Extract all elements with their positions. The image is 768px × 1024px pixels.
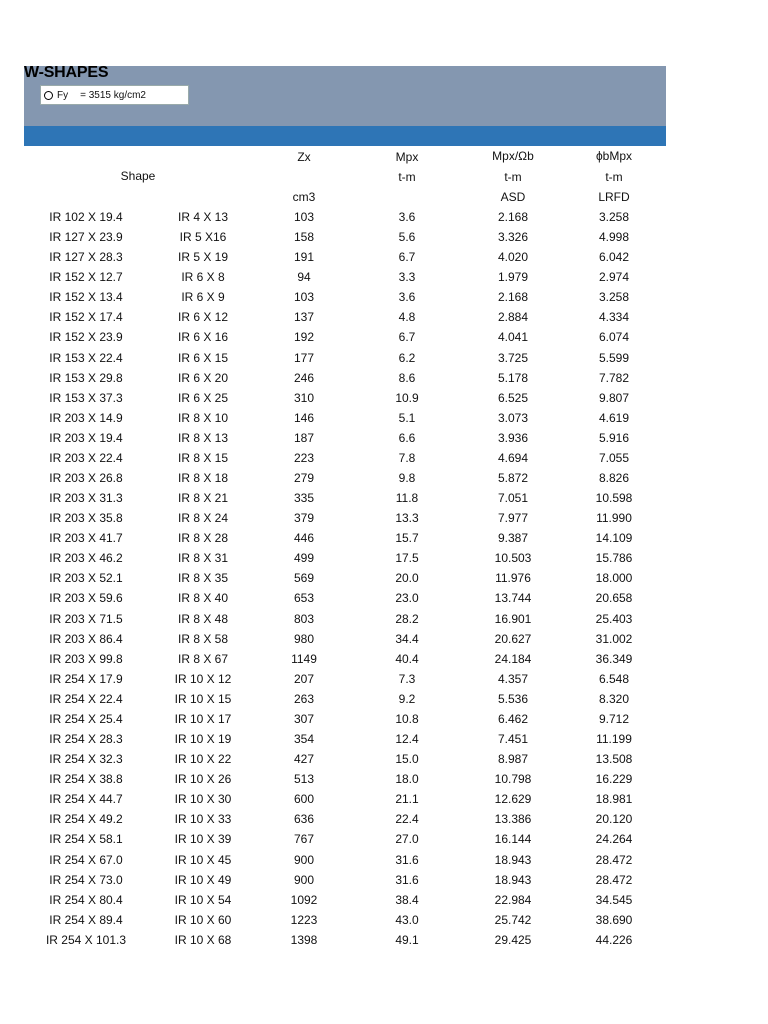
imperial-shape: IR 5 X16 (179, 230, 227, 245)
asd-value: 22.984 (494, 892, 532, 907)
metric-shape: IR 254 X 58.1 (49, 832, 123, 847)
zx-value: 1223 (290, 912, 318, 927)
metric-shape: IR 152 X 13.4 (49, 290, 123, 305)
lrfd-value: 31.002 (595, 631, 633, 646)
metric-shape: IR 203 X 19.4 (49, 430, 123, 445)
metric-shape: IR 254 X 49.2 (49, 812, 123, 827)
mpx-value: 9.2 (398, 691, 416, 706)
imperial-shape: IR 10 X 22 (174, 752, 232, 767)
asd-value: 1.979 (497, 270, 529, 285)
zx-value: 146 (293, 410, 315, 425)
metric-shape: IR 127 X 28.3 (49, 250, 123, 265)
zx-value: 1398 (290, 932, 318, 947)
lrfd-value: 9.807 (598, 390, 630, 405)
metric-shape: IR 102 X 19.4 (49, 210, 123, 224)
table-row (24, 528, 666, 548)
metric-shape: IR 203 X 52.1 (49, 571, 123, 586)
mpx-value: 10.8 (395, 711, 419, 726)
asd-value: 4.694 (497, 450, 529, 465)
fy-label: Fy (57, 89, 69, 101)
lrfd-value: 14.109 (595, 531, 633, 546)
table-row (24, 629, 666, 649)
zx-value: 158 (293, 230, 315, 245)
header-lrfd-label: LRFD (598, 190, 630, 204)
imperial-shape: IR 8 X 31 (177, 551, 229, 566)
metric-shape: IR 203 X 46.2 (49, 551, 123, 566)
metric-shape: IR 203 X 31.3 (49, 491, 123, 506)
imperial-shape: IR 10 X 33 (174, 812, 232, 827)
asd-value: 13.744 (494, 591, 532, 606)
table-row (24, 729, 666, 749)
asd-value: 3.936 (497, 430, 529, 445)
zx-value: 900 (293, 852, 315, 867)
asd-value: 24.184 (494, 651, 532, 666)
table-row (24, 789, 666, 809)
mpx-value: 20.0 (395, 571, 419, 586)
table-row (24, 468, 666, 488)
table-row (24, 749, 666, 769)
metric-shape: IR 203 X 14.9 (49, 410, 123, 425)
lrfd-value: 7.055 (598, 450, 630, 465)
asd-value: 16.901 (494, 611, 532, 626)
imperial-shape: IR 4 X 13 (177, 210, 229, 224)
zx-value: 653 (293, 591, 315, 606)
zx-value: 246 (293, 370, 315, 385)
mpx-value: 49.1 (395, 932, 419, 947)
table-row (24, 207, 666, 227)
lrfd-value: 11.199 (596, 732, 632, 747)
table-row (24, 930, 666, 950)
lrfd-value: 5.916 (598, 430, 630, 445)
lrfd-value: 9.712 (598, 711, 630, 726)
header-asd-unit: t-m (504, 170, 522, 184)
lrfd-value: 20.658 (595, 591, 633, 606)
zx-value: 980 (293, 631, 315, 646)
asd-value: 5.178 (497, 370, 529, 385)
zx-value: 263 (293, 691, 315, 706)
imperial-shape: IR 10 X 68 (174, 932, 232, 947)
mpx-value: 43.0 (395, 912, 419, 927)
zx-value: 335 (293, 491, 315, 506)
mpx-value: 15.0 (395, 752, 419, 767)
table-row (24, 227, 666, 247)
metric-shape: IR 203 X 41.7 (49, 531, 123, 546)
imperial-shape: IR 6 X 12 (177, 310, 229, 325)
mpx-value: 6.6 (398, 430, 416, 445)
zx-value: 499 (293, 551, 315, 566)
imperial-shape: IR 8 X 13 (177, 430, 229, 445)
metric-shape: IR 127 X 23.9 (49, 230, 123, 245)
metric-shape: IR 254 X 38.8 (49, 772, 123, 787)
lrfd-value: 38.690 (595, 912, 633, 927)
lrfd-value: 24.264 (595, 832, 633, 847)
asd-value: 3.326 (497, 230, 529, 245)
imperial-shape: IR 6 X 8 (181, 270, 225, 285)
metric-shape: IR 152 X 12.7 (49, 270, 123, 285)
metric-shape: IR 153 X 29.8 (49, 370, 123, 385)
zx-value: 192 (293, 330, 315, 345)
header-mpx: Mpx (395, 150, 419, 164)
metric-shape: IR 254 X 22.4 (49, 691, 123, 706)
asd-value: 12.629 (494, 792, 532, 807)
mpx-value: 13.3 (395, 511, 419, 526)
table-row (24, 709, 666, 729)
header-mpx-unit: t-m (398, 170, 416, 184)
asd-value: 13.386 (494, 812, 532, 827)
table-row (24, 870, 666, 890)
mpx-value: 27.0 (395, 832, 419, 847)
header-lrfd: ϕbMpx (595, 149, 633, 163)
asd-value: 25.742 (494, 912, 532, 927)
zx-value: 379 (293, 511, 315, 526)
table-row (24, 588, 666, 608)
lrfd-value: 5.599 (598, 350, 630, 365)
table-row (24, 327, 666, 347)
asd-value: 9.387 (497, 531, 529, 546)
imperial-shape: IR 5 X 19 (177, 250, 229, 265)
mpx-value: 23.0 (395, 591, 419, 606)
mpx-value: 40.4 (395, 651, 419, 666)
imperial-shape: IR 8 X 21 (177, 491, 229, 506)
table-row (24, 850, 666, 870)
header-zx-unit: cm3 (292, 190, 316, 204)
zx-value: 569 (293, 571, 315, 586)
imperial-shape: IR 8 X 28 (177, 531, 229, 546)
mpx-value: 9.8 (398, 471, 416, 486)
lrfd-value: 3.258 (598, 210, 630, 224)
zx-value: 207 (293, 671, 315, 686)
table-row (24, 287, 666, 307)
mpx-value: 12.4 (395, 732, 419, 747)
asd-value: 7.051 (497, 491, 529, 506)
asd-value: 16.144 (494, 832, 532, 847)
metric-shape: IR 254 X 73.0 (49, 872, 123, 887)
zx-value: 223 (293, 450, 315, 465)
zx-value: 187 (293, 430, 315, 445)
asd-value: 2.884 (497, 310, 529, 325)
metric-shape: IR 152 X 23.9 (49, 330, 123, 345)
asd-value: 3.725 (497, 350, 529, 365)
asd-value: 4.020 (497, 250, 529, 265)
mpx-value: 3.6 (398, 210, 416, 224)
table-row (24, 609, 666, 629)
zx-value: 103 (293, 210, 315, 224)
header-zx: Zx (297, 150, 311, 164)
asd-value: 2.168 (497, 290, 529, 305)
asd-value: 6.462 (497, 711, 529, 726)
page-title: W-SHAPES (24, 64, 109, 81)
mpx-value: 10.9 (395, 390, 419, 405)
mpx-value: 5.6 (398, 230, 416, 245)
zx-value: 636 (293, 812, 315, 827)
asd-value: 2.168 (497, 210, 529, 224)
table-row (24, 348, 666, 368)
asd-value: 29.425 (494, 932, 532, 947)
metric-shape: IR 203 X 99.8 (49, 651, 123, 666)
lrfd-value: 4.619 (598, 410, 630, 425)
imperial-shape: IR 8 X 67 (177, 651, 229, 666)
lrfd-value: 18.981 (595, 792, 633, 807)
lrfd-value: 20.120 (595, 812, 633, 827)
zx-value: 900 (293, 872, 315, 887)
lrfd-value: 44.226 (595, 932, 633, 947)
lrfd-value: 8.826 (598, 471, 630, 486)
fy-value: = 3515 kg/cm2 (80, 89, 146, 101)
metric-shape: IR 254 X 17.9 (49, 671, 123, 686)
metric-shape: IR 203 X 71.5 (49, 611, 123, 626)
metric-shape: IR 254 X 32.3 (49, 752, 123, 767)
imperial-shape: IR 10 X 49 (174, 872, 232, 887)
imperial-shape: IR 8 X 48 (177, 611, 229, 626)
imperial-shape: IR 8 X 24 (177, 511, 229, 526)
imperial-shape: IR 10 X 45 (174, 852, 232, 867)
metric-shape: IR 153 X 22.4 (49, 350, 123, 365)
mpx-value: 15.7 (395, 531, 419, 546)
imperial-shape: IR 8 X 15 (177, 450, 229, 465)
metric-shape: IR 254 X 28.3 (49, 732, 123, 747)
mpx-value: 17.5 (395, 551, 419, 566)
lrfd-value: 6.042 (598, 250, 630, 265)
metric-shape: IR 254 X 89.4 (49, 912, 123, 927)
metric-shape: IR 254 X 67.0 (49, 852, 123, 867)
asd-value: 5.536 (497, 691, 529, 706)
lrfd-value: 18.000 (595, 571, 633, 586)
table-row (24, 890, 666, 910)
zx-value: 279 (293, 471, 315, 486)
mpx-value: 7.8 (398, 450, 416, 465)
lrfd-value: 3.258 (598, 290, 630, 305)
asd-value: 18.943 (494, 852, 532, 867)
zx-value: 307 (293, 711, 315, 726)
lrfd-value: 2.974 (598, 270, 630, 285)
lrfd-value: 11.990 (596, 511, 632, 526)
zx-value: 427 (293, 752, 315, 767)
imperial-shape: IR 10 X 39 (174, 832, 232, 847)
zx-value: 513 (293, 772, 315, 787)
metric-shape: IR 152 X 17.4 (49, 310, 123, 325)
table-row (24, 508, 666, 528)
metric-shape: IR 254 X 25.4 (49, 711, 123, 726)
table-row (24, 568, 666, 588)
mpx-value: 8.6 (398, 370, 416, 385)
lrfd-value: 4.334 (598, 310, 630, 325)
table-row (24, 388, 666, 408)
zx-value: 94 (297, 270, 311, 285)
metric-shape: IR 153 X 37.3 (49, 390, 123, 405)
lrfd-value: 6.074 (598, 330, 630, 345)
lrfd-value: 28.472 (595, 872, 633, 887)
asd-value: 4.041 (497, 330, 529, 345)
fy-radio-icon[interactable] (44, 91, 53, 100)
table-row (24, 910, 666, 930)
lrfd-value: 8.320 (598, 691, 630, 706)
mpx-value: 6.7 (398, 250, 416, 265)
imperial-shape: IR 6 X 15 (177, 350, 229, 365)
imperial-shape: IR 8 X 58 (177, 631, 229, 646)
fy-selector[interactable] (40, 85, 189, 105)
zx-value: 767 (293, 832, 315, 847)
zx-value: 446 (293, 531, 315, 546)
asd-value: 5.872 (497, 471, 529, 486)
zx-value: 1149 (291, 651, 317, 666)
imperial-shape: IR 6 X 25 (177, 390, 229, 405)
mpx-value: 3.6 (398, 290, 416, 305)
mpx-value: 7.3 (398, 671, 416, 686)
metric-shape: IR 203 X 86.4 (49, 631, 123, 646)
zx-value: 177 (293, 350, 315, 365)
table-row (24, 689, 666, 709)
imperial-shape: IR 8 X 35 (177, 571, 229, 586)
imperial-shape: IR 8 X 40 (177, 591, 229, 606)
zx-value: 600 (293, 792, 315, 807)
lrfd-value: 15.786 (595, 551, 633, 566)
imperial-shape: IR 10 X 12 (174, 671, 232, 686)
mpx-value: 22.4 (395, 812, 419, 827)
table-row (24, 488, 666, 508)
mpx-value: 18.0 (395, 772, 419, 787)
lrfd-value: 10.598 (595, 491, 633, 506)
mpx-value: 21.1 (395, 792, 419, 807)
imperial-shape: IR 6 X 16 (177, 330, 229, 345)
imperial-shape: IR 10 X 15 (174, 691, 232, 706)
table-row (24, 267, 666, 287)
lrfd-value: 28.472 (595, 852, 633, 867)
header-shape: Shape (120, 169, 156, 183)
lrfd-value: 13.508 (595, 752, 633, 767)
header-lrfd-unit: t-m (605, 170, 623, 184)
mpx-value: 6.2 (398, 350, 416, 365)
asd-value: 20.627 (494, 631, 532, 646)
imperial-shape: IR 10 X 30 (174, 792, 232, 807)
zx-value: 1092 (290, 892, 318, 907)
mpx-value: 6.7 (398, 330, 416, 345)
mpx-value: 4.8 (398, 310, 416, 325)
lrfd-value: 7.782 (598, 370, 630, 385)
header-divider-band (24, 126, 666, 146)
lrfd-value: 4.998 (598, 230, 630, 245)
lrfd-value: 6.548 (598, 671, 630, 686)
table-row (24, 247, 666, 267)
table-row (24, 448, 666, 468)
table-row (24, 307, 666, 327)
asd-value: 10.798 (494, 772, 532, 787)
zx-value: 803 (293, 611, 315, 626)
table-row (24, 809, 666, 829)
metric-shape: IR 203 X 22.4 (49, 450, 123, 465)
asd-value: 11.976 (495, 571, 531, 586)
imperial-shape: IR 6 X 9 (181, 290, 225, 305)
metric-shape: IR 203 X 35.8 (49, 511, 123, 526)
lrfd-value: 25.403 (595, 611, 633, 626)
imperial-shape: IR 10 X 26 (174, 772, 232, 787)
asd-value: 7.451 (497, 732, 529, 747)
imperial-shape: IR 10 X 19 (174, 732, 232, 747)
table-row (24, 769, 666, 789)
lrfd-value: 16.229 (595, 772, 633, 787)
mpx-value: 38.4 (395, 892, 419, 907)
metric-shape: IR 254 X 101.3 (45, 932, 127, 947)
asd-value: 8.987 (497, 752, 529, 767)
zx-value: 310 (293, 390, 315, 405)
asd-value: 4.357 (497, 671, 529, 686)
table-row (24, 428, 666, 448)
mpx-value: 11.8 (395, 491, 419, 506)
asd-value: 6.525 (497, 390, 529, 405)
zx-value: 191 (293, 250, 315, 265)
mpx-value: 3.3 (398, 270, 416, 285)
header-asd-label: ASD (500, 190, 526, 204)
imperial-shape: IR 10 X 54 (174, 892, 232, 907)
asd-value: 10.503 (494, 551, 532, 566)
zx-value: 354 (293, 732, 315, 747)
table-row (24, 669, 666, 689)
imperial-shape: IR 8 X 10 (177, 410, 229, 425)
table-row (24, 548, 666, 568)
table-row (24, 408, 666, 428)
asd-value: 7.977 (497, 511, 529, 526)
lrfd-value: 36.349 (595, 651, 633, 666)
mpx-value: 31.6 (395, 852, 419, 867)
mpx-value: 28.2 (395, 611, 419, 626)
shapes-table (24, 207, 666, 950)
lrfd-value: 34.545 (595, 892, 633, 907)
mpx-value: 31.6 (395, 872, 419, 887)
zx-value: 137 (293, 310, 315, 325)
table-row (24, 829, 666, 849)
imperial-shape: IR 10 X 60 (174, 912, 232, 927)
asd-value: 3.073 (497, 410, 529, 425)
asd-value: 18.943 (494, 872, 532, 887)
imperial-shape: IR 6 X 20 (177, 370, 229, 385)
table-row (24, 368, 666, 388)
metric-shape: IR 203 X 26.8 (49, 471, 123, 486)
metric-shape: IR 254 X 80.4 (49, 892, 123, 907)
imperial-shape: IR 8 X 18 (177, 471, 229, 486)
mpx-value: 34.4 (395, 631, 419, 646)
table-row (24, 649, 666, 669)
imperial-shape: IR 10 X 17 (174, 711, 232, 726)
mpx-value: 5.1 (398, 410, 416, 425)
zx-value: 103 (293, 290, 315, 305)
header-asd: Mpx/Ωb (492, 149, 534, 163)
metric-shape: IR 254 X 44.7 (49, 792, 123, 807)
metric-shape: IR 203 X 59.6 (49, 591, 123, 606)
